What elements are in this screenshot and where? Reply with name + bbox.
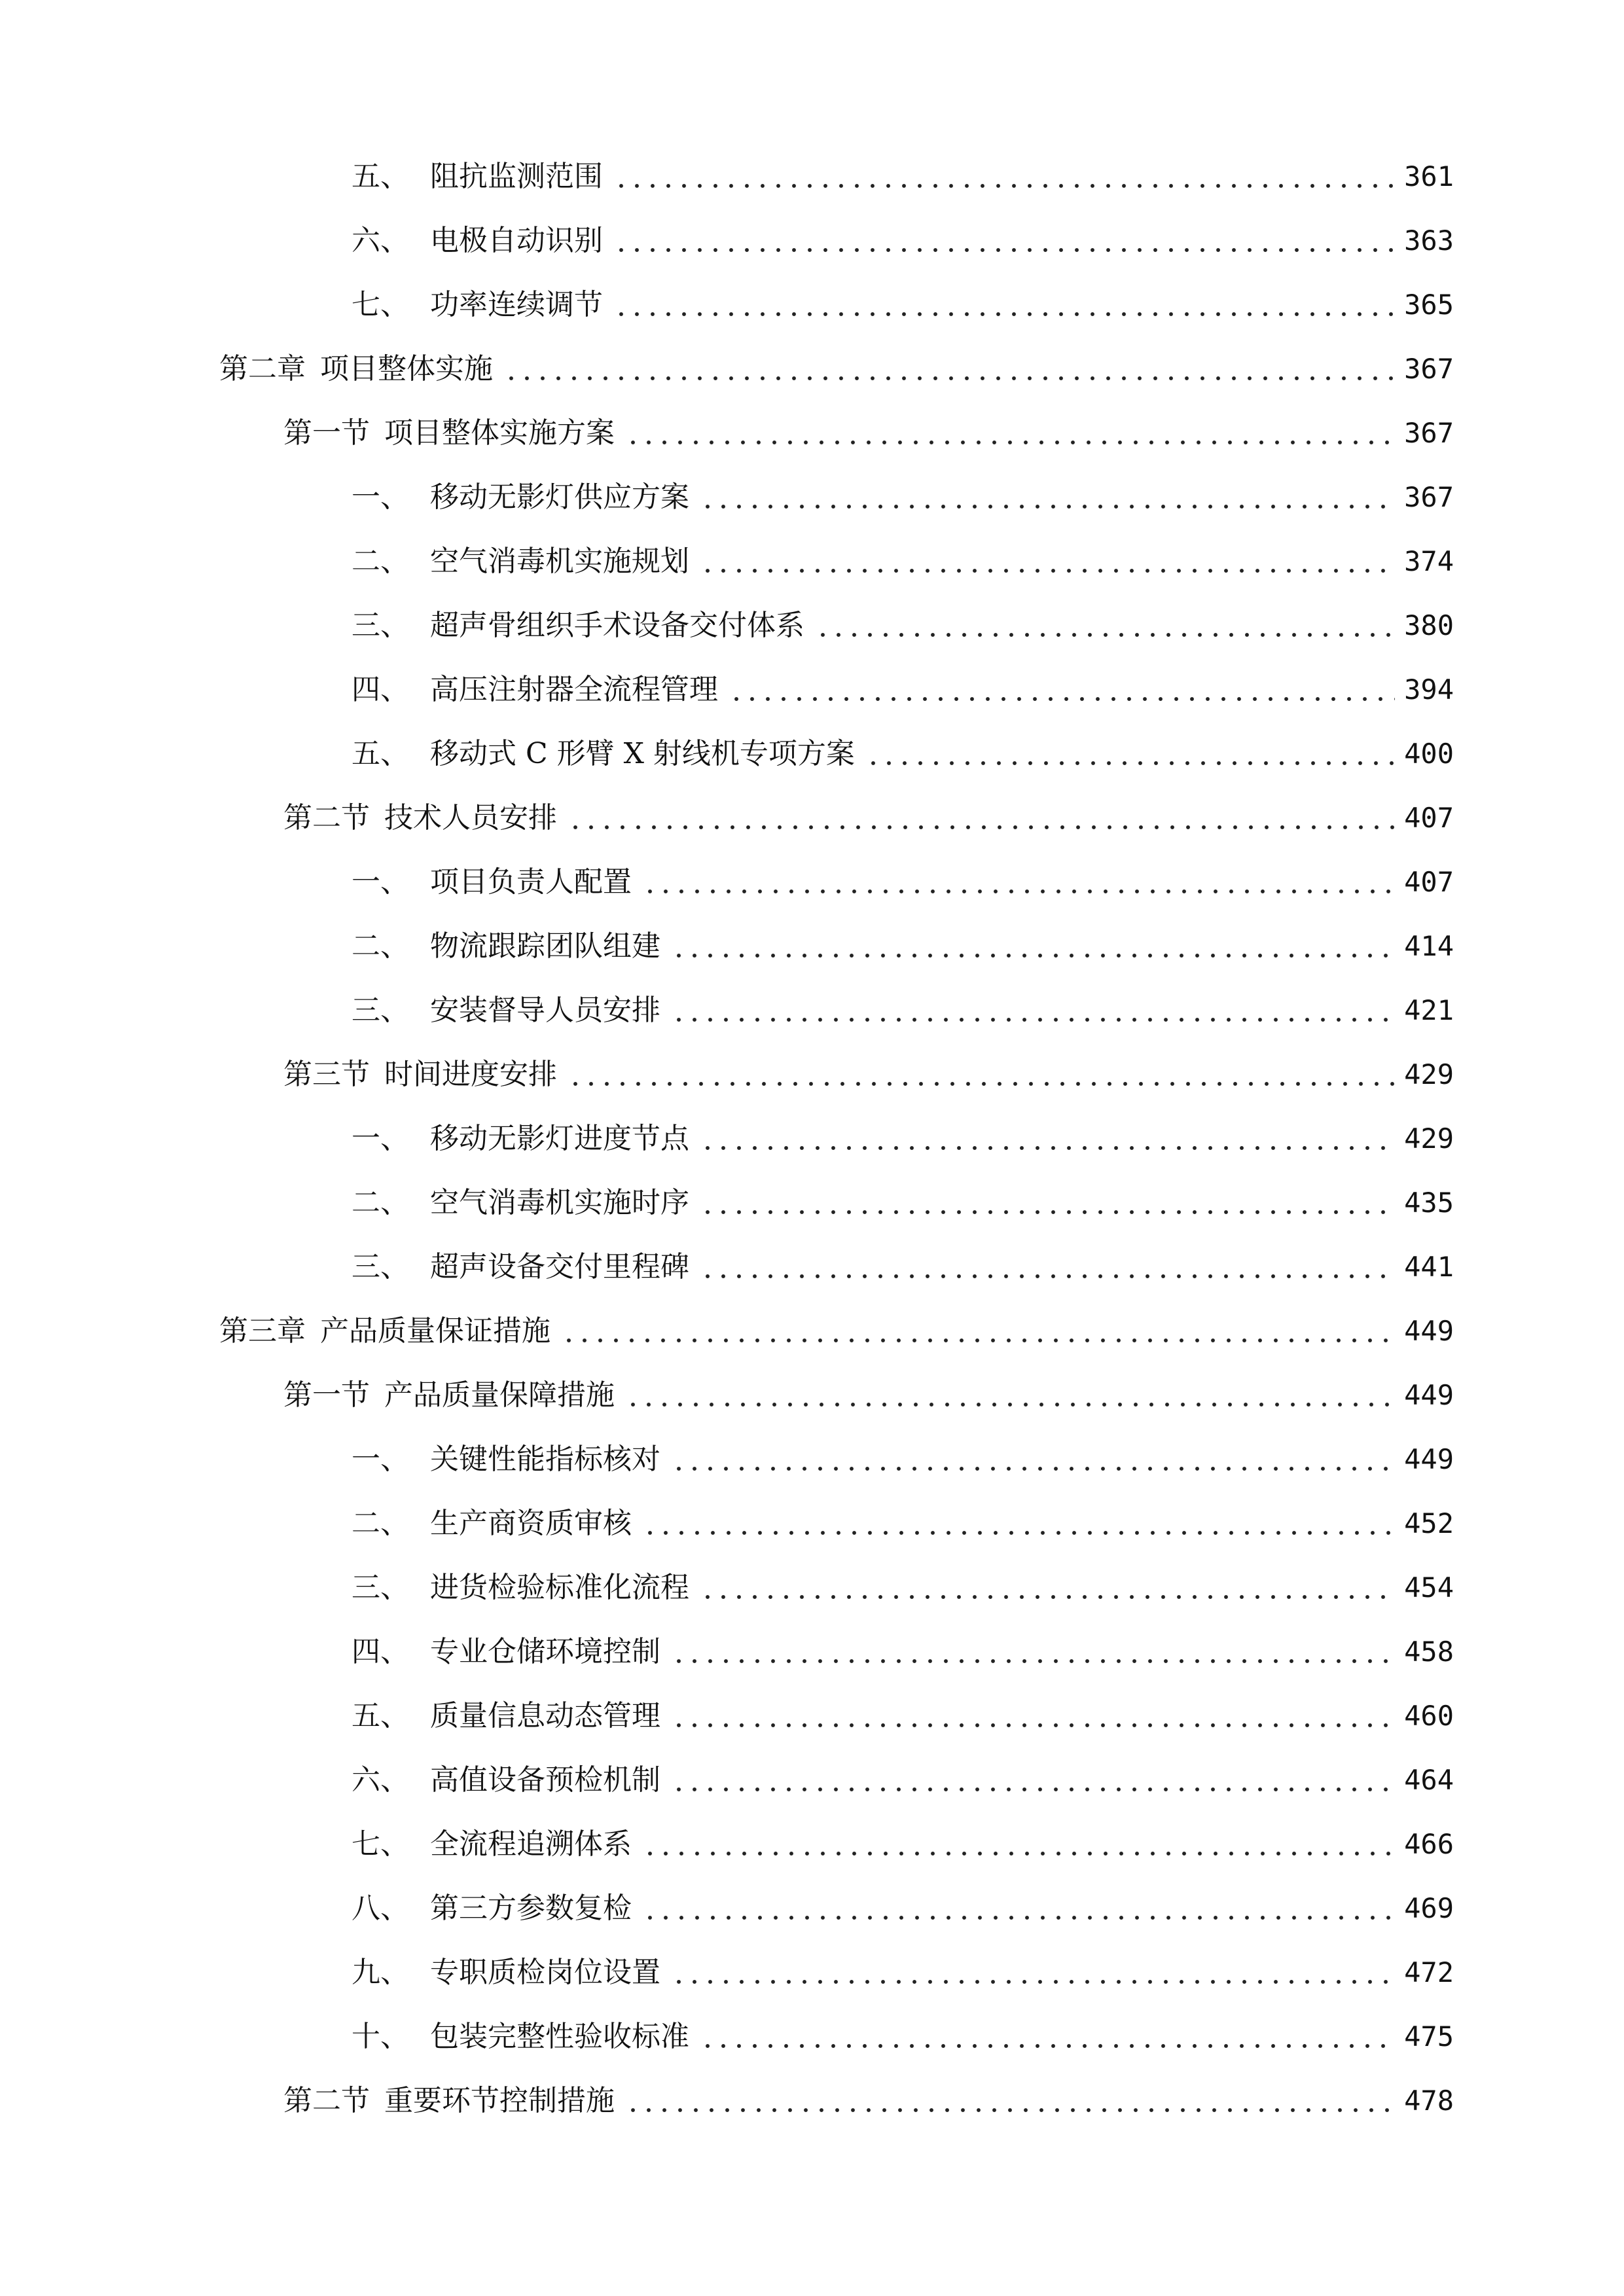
toc-entry-page-number: 449 <box>1404 1443 1454 1475</box>
toc-entry-number: 七、 <box>352 1827 409 1861</box>
toc-entry-page-number: 400 <box>1404 738 1454 770</box>
toc-entry-title: 超声骨组织手术设备交付体系 <box>430 609 804 642</box>
toc-entry[interactable] <box>352 1754 1454 1806</box>
toc-entry-number: 四、 <box>352 1635 409 1668</box>
toc-dot-leader <box>642 1818 1395 1871</box>
toc-entry-title: 全流程追溯体系 <box>430 1827 632 1861</box>
toc-entry-page-number: 407 <box>1404 802 1454 834</box>
toc-entry-title: 空气消毒机实施规划 <box>430 545 689 578</box>
toc-entry-title: 技术人员安排 <box>384 801 557 834</box>
toc-entry-title: 超声设备交付里程碑 <box>430 1250 689 1283</box>
toc-entry-title: 电极自动识别 <box>430 224 603 257</box>
toc-entry-number: 五、 <box>352 1699 409 1732</box>
toc-entry-number: 第一节 <box>283 416 370 450</box>
toc-entry[interactable] <box>352 151 1454 203</box>
toc-entry-page-number: 449 <box>1404 1379 1454 1411</box>
toc-dot-leader <box>503 343 1395 395</box>
toc-entry-page-number: 421 <box>1404 994 1454 1026</box>
toc-entry-number: 六、 <box>352 1763 409 1797</box>
toc-entry-number: 六、 <box>352 224 409 257</box>
toc-entry-number: 九、 <box>352 1956 409 1989</box>
toc-entry[interactable] <box>283 792 1454 844</box>
toc-entry[interactable] <box>352 1818 1454 1871</box>
toc-entry-number: 十、 <box>352 2020 409 2053</box>
toc-entry-number: 第三章 <box>219 1314 306 1348</box>
toc-dot-leader <box>625 2075 1395 2127</box>
toc-entry-number: 第一节 <box>283 1378 370 1412</box>
toc-entry-number: 五、 <box>352 737 409 770</box>
toc-entry-number: 八、 <box>352 1892 409 1925</box>
toc-entry-page-number: 449 <box>1404 1315 1454 1347</box>
toc-entry-number: 第二章 <box>219 352 306 386</box>
toc-dot-leader <box>613 215 1395 267</box>
toc-entry-title: 质量信息动态管理 <box>430 1699 660 1732</box>
toc-entry-title: 项目整体实施 <box>320 352 493 386</box>
toc-dot-leader <box>642 1882 1395 1935</box>
toc-entry-number: 第三节 <box>283 1058 370 1091</box>
toc-entry[interactable] <box>352 215 1454 267</box>
toc-entry-number: 七、 <box>352 288 409 321</box>
toc-entry-page-number: 414 <box>1404 930 1454 962</box>
toc-entry-title: 移动无影灯供应方案 <box>430 480 689 514</box>
toc-entry-page-number: 475 <box>1404 2020 1454 2053</box>
toc-entry-number: 三、 <box>352 1571 409 1604</box>
toc-entry-title: 产品质量保证措施 <box>320 1314 550 1348</box>
toc-dot-leader <box>625 407 1395 459</box>
toc-entry-number: 第二节 <box>283 801 370 834</box>
toc-entry-title: 产品质量保障措施 <box>384 1378 615 1412</box>
toc-dot-leader <box>671 1690 1395 1742</box>
toc-entry-number: 三、 <box>352 994 409 1027</box>
toc-dot-leader <box>700 1113 1395 1165</box>
toc-dot-leader <box>642 856 1395 908</box>
toc-entry-number: 一、 <box>352 480 409 514</box>
toc-dot-leader <box>815 600 1395 652</box>
toc-entry[interactable] <box>352 1498 1454 1550</box>
toc-entry[interactable] <box>352 535 1454 588</box>
toc-entry-title: 第三方参数复检 <box>430 1892 632 1925</box>
toc-entry[interactable] <box>352 1241 1454 1293</box>
toc-entry-title: 阻抗监测范围 <box>430 160 603 193</box>
toc-entry-number: 二、 <box>352 1186 409 1219</box>
toc-entry-page-number: 367 <box>1404 353 1454 385</box>
toc-entry-number: 二、 <box>352 929 409 963</box>
toc-entry-title: 物流跟踪团队组建 <box>430 929 660 963</box>
toc-dot-leader <box>671 1946 1395 1999</box>
toc-entry-title: 生产商资质审核 <box>430 1507 632 1540</box>
toc-entry-title: 功率连续调节 <box>430 288 603 321</box>
toc-entry-title: 专职质检岗位设置 <box>430 1956 660 1989</box>
toc-entry-page-number: 380 <box>1404 609 1454 641</box>
toc-entry-page-number: 367 <box>1404 417 1454 449</box>
toc-entry-title: 移动式 C 形臂 X 射线机专项方案 <box>430 737 855 770</box>
toc-dot-leader <box>671 984 1395 1037</box>
toc-entry-page-number: 367 <box>1404 481 1454 513</box>
toc-entry-title: 高压注射器全流程管理 <box>430 673 718 706</box>
toc-entry[interactable] <box>352 1690 1454 1742</box>
toc-entry[interactable] <box>352 2011 1454 2063</box>
toc-entry-page-number: 469 <box>1404 1892 1454 1924</box>
toc-entry[interactable] <box>352 1626 1454 1678</box>
toc-entry-number: 五、 <box>352 160 409 193</box>
toc-entry-page-number: 361 <box>1404 160 1454 192</box>
toc-entry-page-number: 365 <box>1404 289 1454 321</box>
toc-entry-title: 高值设备预检机制 <box>430 1763 660 1797</box>
toc-entry[interactable] <box>352 984 1454 1037</box>
toc-entry-title: 进货检验标准化流程 <box>430 1571 689 1604</box>
toc-entry-number: 二、 <box>352 1507 409 1540</box>
toc-entry[interactable] <box>352 1433 1454 1486</box>
toc-entry-page-number: 466 <box>1404 1828 1454 1860</box>
toc-dot-leader <box>613 151 1395 203</box>
toc-entry[interactable] <box>219 343 1454 395</box>
toc-entry[interactable] <box>352 920 1454 973</box>
toc-entry-title: 重要环节控制措施 <box>384 2084 615 2117</box>
toc-entry-number: 第二节 <box>283 2084 370 2117</box>
toc-entry-page-number: 394 <box>1404 673 1454 706</box>
toc-entry[interactable] <box>283 407 1454 459</box>
toc-entry-number: 三、 <box>352 1250 409 1283</box>
toc-entry-title: 关键性能指标核对 <box>430 1443 660 1476</box>
toc-entry-page-number: 460 <box>1404 1700 1454 1732</box>
toc-entry[interactable] <box>283 1369 1454 1422</box>
toc-entry-page-number: 478 <box>1404 2085 1454 2117</box>
toc-entry[interactable] <box>352 1946 1454 1999</box>
toc-entry[interactable] <box>352 664 1454 716</box>
toc-entry[interactable] <box>352 279 1454 331</box>
toc-dot-leader <box>613 279 1395 331</box>
toc-dot-leader <box>671 920 1395 973</box>
toc-entry-number: 一、 <box>352 865 409 899</box>
toc-entry-page-number: 435 <box>1404 1187 1454 1219</box>
toc-entry-title: 专业仓储环境控制 <box>430 1635 660 1668</box>
toc-entry-title: 时间进度安排 <box>384 1058 557 1091</box>
toc-entry-number: 二、 <box>352 545 409 578</box>
toc-dot-leader <box>700 471 1395 524</box>
toc-entry-page-number: 464 <box>1404 1764 1454 1796</box>
toc-entry-page-number: 458 <box>1404 1636 1454 1668</box>
toc-entry-page-number: 429 <box>1404 1122 1454 1155</box>
toc-dot-leader <box>700 1241 1395 1293</box>
toc-entry[interactable] <box>283 2075 1454 2127</box>
toc-dot-leader <box>625 1369 1395 1422</box>
toc-entry-page-number: 441 <box>1404 1251 1454 1283</box>
toc-dot-leader <box>671 1754 1395 1806</box>
toc-entry[interactable] <box>352 1882 1454 1935</box>
toc-entry[interactable] <box>352 471 1454 524</box>
toc-entry[interactable] <box>352 1113 1454 1165</box>
toc-entry[interactable] <box>352 600 1454 652</box>
toc-dot-leader <box>700 535 1395 588</box>
toc-dot-leader <box>561 1305 1395 1357</box>
toc-dot-leader <box>568 792 1395 844</box>
toc-entry-title: 空气消毒机实施时序 <box>430 1186 689 1219</box>
toc-dot-leader <box>642 1498 1395 1550</box>
toc-entry-title: 移动无影灯进度节点 <box>430 1122 689 1155</box>
toc-entry[interactable] <box>352 856 1454 908</box>
toc-dot-leader <box>568 1049 1395 1101</box>
toc-entry-title: 包装完整性验收标准 <box>430 2020 689 2053</box>
toc-dot-leader <box>671 1433 1395 1486</box>
toc-entry-page-number: 363 <box>1404 224 1454 257</box>
toc-entry-page-number: 374 <box>1404 545 1454 577</box>
toc-entry-title: 项目负责人配置 <box>430 865 632 899</box>
toc-entry[interactable] <box>219 1305 1454 1357</box>
toc-entry-title: 项目整体实施方案 <box>384 416 615 450</box>
toc-entry-page-number: 429 <box>1404 1058 1454 1090</box>
toc-entry-number: 三、 <box>352 609 409 642</box>
toc-entry[interactable] <box>352 1562 1454 1614</box>
toc-dot-leader <box>865 728 1395 780</box>
toc-dot-leader <box>729 664 1395 716</box>
toc-dot-leader <box>700 1177 1395 1229</box>
toc-entry-number: 一、 <box>352 1443 409 1476</box>
toc-entry-page-number: 452 <box>1404 1507 1454 1539</box>
toc-dot-leader <box>700 1562 1395 1614</box>
toc-entry[interactable] <box>283 1049 1454 1101</box>
toc-entry-page-number: 407 <box>1404 866 1454 898</box>
toc-entry[interactable] <box>352 728 1454 780</box>
toc-dot-leader <box>671 1626 1395 1678</box>
toc-entry-number: 一、 <box>352 1122 409 1155</box>
toc-entry-title: 安装督导人员安排 <box>430 994 660 1027</box>
toc-entry-page-number: 454 <box>1404 1571 1454 1604</box>
toc-entry-page-number: 472 <box>1404 1956 1454 1988</box>
toc-entry-number: 四、 <box>352 673 409 706</box>
toc-dot-leader <box>700 2011 1395 2063</box>
toc-entry[interactable] <box>352 1177 1454 1229</box>
